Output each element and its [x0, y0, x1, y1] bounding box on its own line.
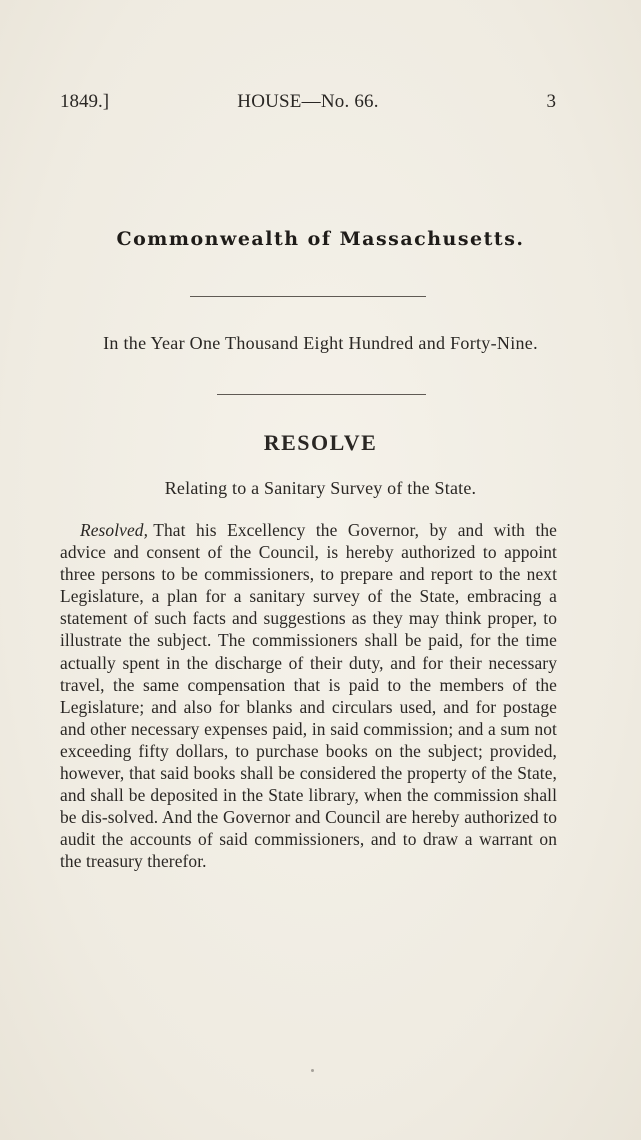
resolved-lead: Resolved, [80, 520, 149, 540]
year-line: In the Year One Thousand Eight Hundred and Forty-Nine. [103, 333, 538, 353]
resolve-heading: RESOLVE [263, 430, 378, 455]
resolve-body [60, 519, 557, 873]
paper-speck [311, 1069, 314, 1072]
page-number: 3 [546, 91, 556, 112]
running-head-title: HOUSE—No. 66. [237, 91, 379, 112]
commonwealth-heading: Commonwealth of Massachusetts. [116, 228, 525, 250]
divider-rule [217, 394, 426, 395]
divider-rule [190, 296, 426, 297]
resolve-subtitle: Relating to a Sanitary Survey of the State. [164, 478, 477, 498]
resolve-body-text: That his Excellency the Governor, by and with the advice and consent of the Council, is hereby authorized to appoint three persons to be commissioners, to prepare and report to the next Legislature, a plan for a sanitary survey of the State, embracing a statement of such facts and suggestions as they may think proper, to illustrate the subject. The commissioners shall be paid, for the time actually spent in the discharge of their duty, and for their necessary travel, the same compensation that is paid to the members of the Legislature; and also for blanks and circulars used, and for postage and other necessary expenses paid, in said commission; and a sum not exceeding fifty dollars, to purchase books on the subject; provided, however, that said books shall be considered the property of the State, and shall be deposited in the State library, when the commission shall be dis-solved. And the Governor and Council are hereby authorized to audit the accounts of said commissioners, and to draw a warrant on the treasury therefor. [60, 520, 557, 872]
running-head [60, 91, 556, 115]
running-head-year: 1849.] [60, 91, 110, 112]
